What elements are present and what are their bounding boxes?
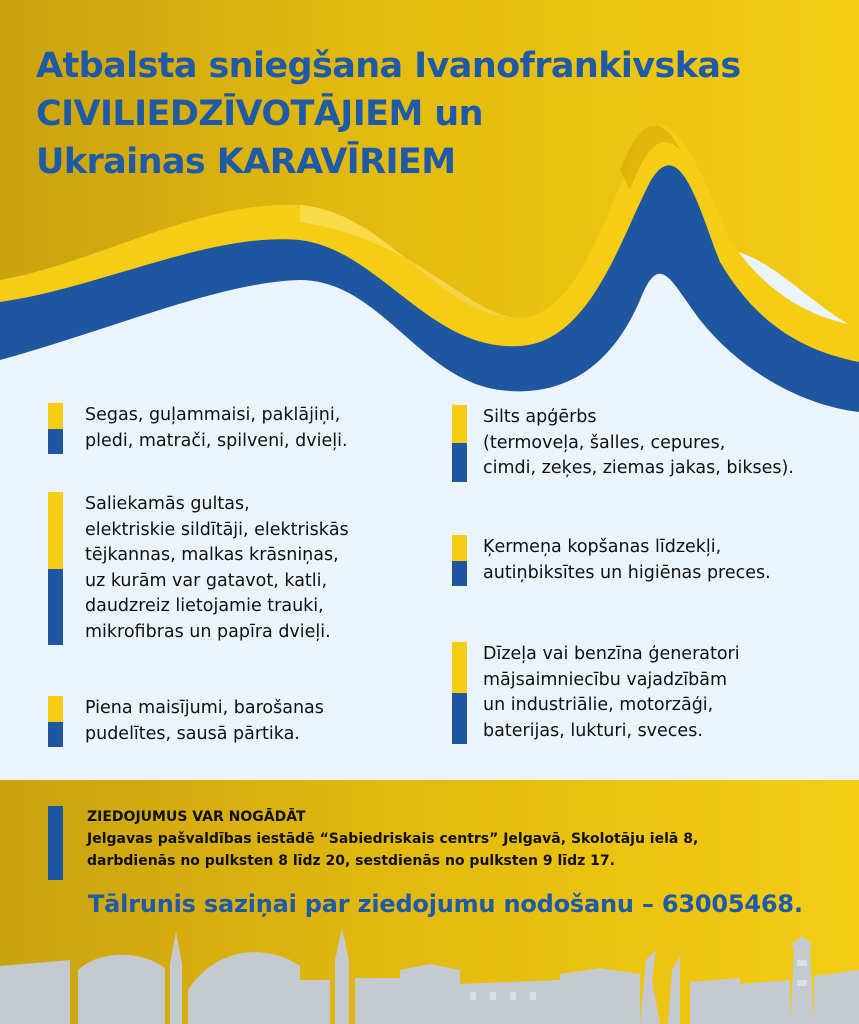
donation-hours: darbdienās no pulksten 8 līdz 20, sestdienās no pulksten 9 līdz 17.: [87, 853, 615, 869]
donation-heading: ZIEDOJUMUS VAR NOGĀDĀT: [87, 809, 306, 825]
page-title: [36, 42, 741, 186]
phone-info: Tālrunis saziņai par ziedojumu nodošanu – 63005468.: [88, 890, 803, 918]
list-item-bedding: [48, 403, 348, 454]
list-item-line: un industriālie, motorzāģi,: [483, 695, 714, 715]
donation-info: [48, 806, 698, 880]
flag-bar-icon: [48, 403, 63, 454]
list-item-line: tējkannas, malkas krāsniņas,: [85, 545, 339, 565]
list-item-line: baterijas, lukturi, sveces.: [483, 720, 703, 741]
list-item-line: cimdi, zeķes, ziemas jakas, bikses).: [483, 458, 794, 478]
list-item-line: Segas, guļammaisi, paklājiņi,: [85, 405, 341, 425]
list-item-line: autiņbiksītes un higiēnas preces.: [483, 562, 771, 583]
flag-bar-icon: [452, 535, 467, 586]
list-item-line: (termoveļa, šalles, cepures,: [483, 432, 726, 453]
list-item-line: Ķermeņa kopšanas līdzekļi,: [483, 537, 722, 557]
list-item-food: [48, 696, 324, 747]
flag-bar-icon: [48, 492, 63, 645]
list-item-line: elektriskie sildītāji, elektriskās: [85, 519, 349, 540]
flag-bar-icon: [452, 405, 467, 482]
list-item-line: pledi, matrači, spilveni, dvieļi.: [85, 430, 348, 451]
list-item-line: pudelītes, sausā pārtika.: [85, 723, 300, 744]
list-item-clothing: [452, 405, 794, 482]
list-item-line: Silts apģērbs: [483, 407, 597, 427]
title-line-1: Atbalsta sniegšana Ivanofrankivskas: [36, 46, 741, 86]
list-item-line: uz kurām var gatavot, katli,: [85, 570, 328, 591]
list-item-line: Saliekamās gultas,: [85, 494, 250, 514]
flag-bar-icon: [452, 642, 467, 744]
blue-bar-icon: [48, 806, 63, 880]
list-item-line: daudzreiz lietojamie trauki,: [85, 596, 324, 616]
list-item-line: Dīzeļa vai benzīna ģeneratori: [483, 644, 740, 664]
city-skyline-graphic: [0, 920, 859, 1024]
list-item-household: [48, 492, 349, 645]
list-item-line: Piena maisījumi, barošanas: [85, 698, 324, 718]
title-line-3: Ukrainas KARAVĪRIEM: [36, 142, 456, 182]
donation-address: Jelgavas pašvaldības iestādē “Sabiedriskais centrs” Jelgavā, Skolotāju ielā 8,: [87, 831, 699, 847]
list-item-line: mikrofibras un papīra dvieļi.: [85, 621, 331, 642]
title-line-2: CIVILIEDZĪVOTĀJIEM un: [36, 94, 483, 134]
list-item-generators: [452, 642, 740, 744]
list-item-line: mājsaimniecību vajadzībām: [483, 669, 728, 690]
list-item-hygiene: [452, 535, 771, 586]
flag-bar-icon: [48, 696, 63, 747]
